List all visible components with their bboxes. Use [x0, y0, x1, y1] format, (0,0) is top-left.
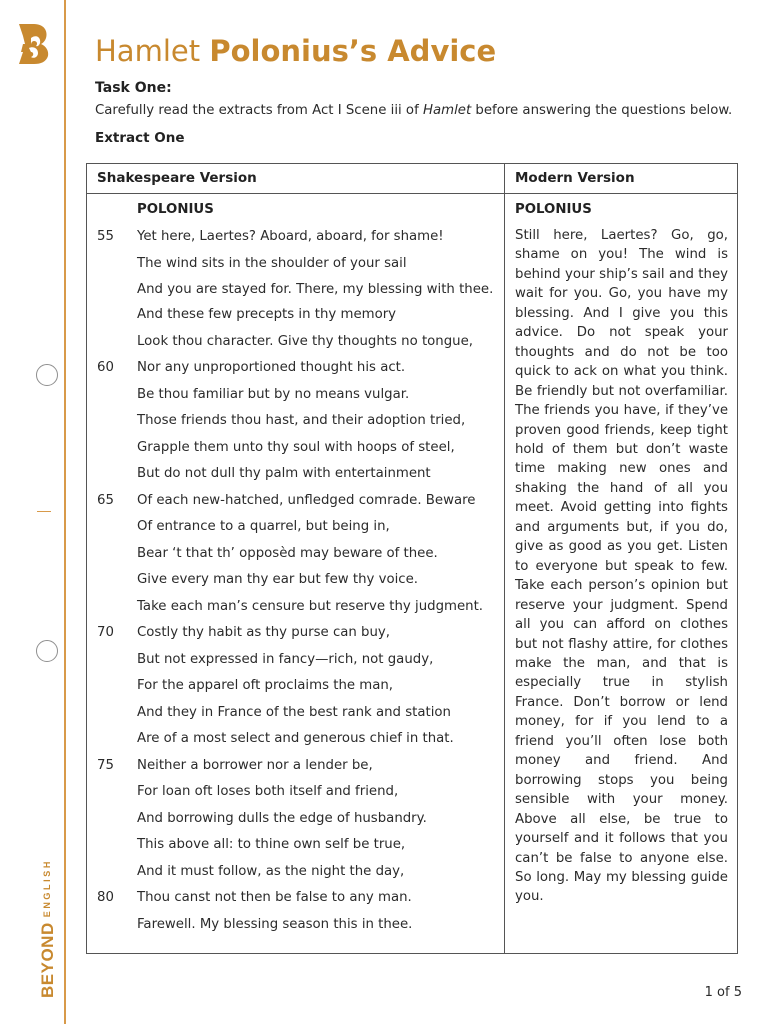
verse-line: [95, 782, 495, 801]
modern-version-text: Still here, Laertes? Go, go, shame on you! The wind is behind your ship’s sail and they wait for you. Go, you have my blessing. And I give you this advice. Do not speak your thoughts and do not be too quick to ack on what you think. Be friendly but not overfamiliar. The friends you have, if they’ve proven good friends, keep tight hold of them but don’t waste time making new ones and shaking the hand of all you meet. Avoid getting into fights and arguments but, if you do, give as good as you get. Listen to everyone but speak to few. Take each person’s opinion but reserve your judgment. Spend all you can afford on clothes but not flashy attire, for clothes make the man, and that is especially true in stylish France. Don’t borrow or lend money, for if you lend to a friend you’ll often lose both money and friend. And borrowing stops you being sensible with your money. Above all else, be true to yourself and it follows that you can’t be false to anyone else. So long. May my blessing guide you.: [515, 228, 728, 905]
verse-line: [95, 254, 495, 273]
extract-heading: Extract One: [95, 130, 185, 146]
table-header-divider: [86, 193, 738, 194]
beyond-logo-icon: [16, 22, 50, 66]
verse-text: Those friends thou hast, and their adoption tried,: [137, 413, 466, 428]
margin-rule: [64, 0, 66, 1024]
verse-text: But do not dull thy palm with entertainment: [137, 466, 431, 481]
verse-text: Thou canst not then be false to any man.: [137, 890, 412, 905]
verse-line: [95, 280, 495, 299]
verse-text: Yet here, Laertes? Aboard, aboard, for shame!: [137, 229, 444, 244]
verse-text: Nor any unproportioned thought his act.: [137, 360, 406, 375]
verse-line: [95, 464, 495, 483]
verse-line: [95, 650, 495, 669]
verse-text: For the apparel oft proclaims the man,: [137, 678, 394, 693]
header-modern: Modern Version: [515, 170, 635, 186]
verse-text: Take each man’s censure but reserve thy judgment.: [137, 598, 484, 614]
binder-hole-bottom: [36, 640, 58, 662]
intro-before: Carefully read the extracts from Act I Scene iii of: [95, 103, 423, 118]
brand-sub: ENGLISH: [42, 859, 52, 918]
verse-line: [95, 332, 495, 351]
line-number: 60: [97, 360, 114, 375]
verse-line: [95, 438, 495, 457]
line-number: 65: [97, 492, 114, 508]
verse-line: [95, 862, 495, 881]
verse-line: [95, 809, 495, 828]
verse-text: And you are stayed for. There, my blessing with thee.: [137, 282, 494, 297]
verse-text: Look thou character. Give thy thoughts no tongue,: [137, 333, 473, 349]
verse-text: And it must follow, as the night the day,: [137, 863, 405, 879]
verse-text: And they in France of the best rank and station: [137, 704, 451, 720]
verse-text: And these few precepts in thy memory: [137, 307, 397, 322]
verse-text: Farewell. My blessing season this in thee.: [137, 916, 413, 932]
intro-after: before answering the questions below.: [471, 103, 733, 118]
speaker-modern: POLONIUS: [515, 202, 592, 217]
brand-wordmark: [38, 859, 58, 998]
task-heading: Task One:: [95, 80, 172, 96]
binder-hole-top: [36, 364, 58, 386]
verse-line: [95, 597, 495, 616]
verse-line: [95, 544, 495, 563]
line-number: 70: [97, 625, 114, 640]
verse-line: [95, 305, 495, 324]
verse-text: Costly thy habit as thy purse can buy,: [137, 625, 391, 640]
verse-text: This above all: to thine own self be true,: [137, 837, 406, 852]
verse-text: Of each new-hatched, unfledged comrade. Beware: [137, 492, 476, 508]
verse-line: [95, 517, 495, 536]
verse-line: [95, 411, 495, 430]
verse-text: But not expressed in fancy—rich, not gaudy,: [137, 651, 434, 667]
verse-text: Of entrance to a quarrel, but being in,: [137, 519, 390, 534]
verse-line: [95, 835, 495, 854]
verse-text: Grapple them unto thy soul with hoops of steel,: [137, 439, 455, 455]
verse-line: [95, 756, 495, 775]
verse-line: [95, 227, 495, 246]
brand-main: BEYOND: [38, 922, 57, 998]
verse-text: And borrowing dulls the edge of husbandry.: [137, 810, 427, 826]
verse-line: [95, 385, 495, 404]
verse-text: Give every man thy ear but few thy voice.: [137, 572, 419, 587]
verse-text: Are of a most select and generous chief in that.: [137, 731, 454, 746]
verse-line: [95, 703, 495, 722]
intro-play-title: Hamlet: [422, 103, 472, 118]
table-column-divider: [504, 163, 505, 954]
verse-line: [95, 729, 495, 748]
intro-text: [95, 103, 732, 118]
verse-line: [95, 623, 495, 642]
verse-text: Neither a borrower nor a lender be,: [137, 757, 373, 773]
page-number: 1 of 5: [704, 985, 742, 1000]
line-number: 75: [97, 757, 114, 773]
verse-text: Be thou familiar but by no means vulgar.: [137, 386, 410, 402]
fold-mark: [37, 511, 51, 512]
verse-text: Bear ‘t that th’ opposèd may beware of thee.: [137, 545, 438, 561]
verse-line: [95, 570, 495, 589]
line-number: 55: [97, 229, 114, 244]
title-plain: Hamlet: [95, 34, 210, 68]
verse-lines: [95, 227, 495, 941]
page-title: [95, 34, 496, 68]
title-bold: Polonius’s Advice: [209, 34, 497, 68]
verse-text: For loan oft loses both itself and friend,: [137, 784, 399, 799]
verse-line: [95, 888, 495, 907]
line-number: 80: [97, 890, 114, 905]
speaker-shakespeare: POLONIUS: [137, 202, 214, 217]
verse-line: [95, 358, 495, 377]
verse-line: [95, 676, 495, 695]
verse-line: [95, 915, 495, 934]
verse-line: [95, 491, 495, 510]
header-shakespeare: Shakespeare Version: [97, 170, 257, 186]
verse-text: The wind sits in the shoulder of your sail: [137, 255, 407, 271]
